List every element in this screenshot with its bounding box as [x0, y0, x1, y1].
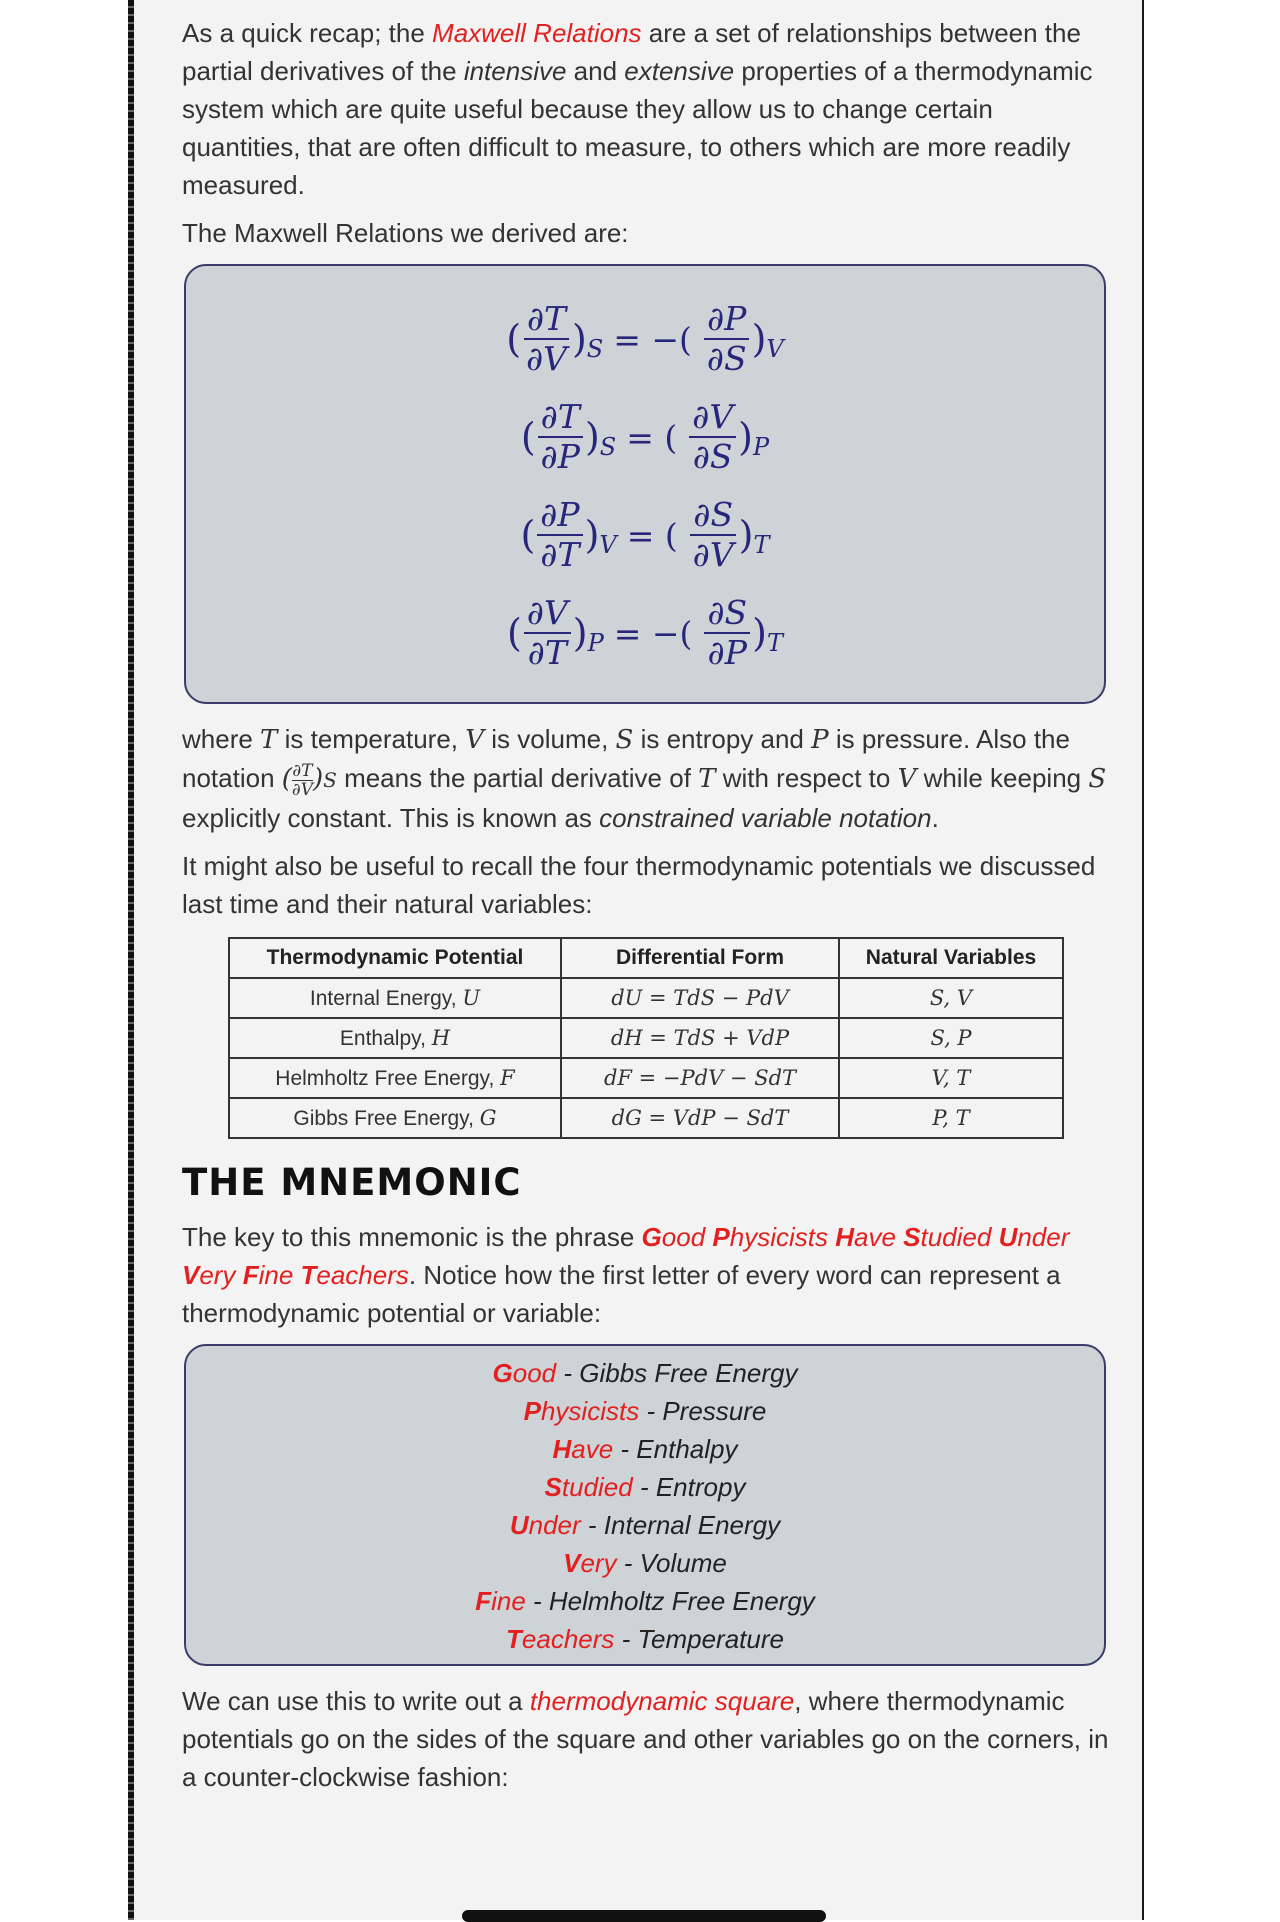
square-paragraph: We can use this to write out a thermodynamic square, where thermodynamic potentials go on the sides of the square and other variables go on the corners, in a counter-clockwise fashion:	[182, 1686, 1109, 1792]
maxwell-equations-box	[184, 264, 1106, 704]
mnemonic-item: Teachers - Temperature	[506, 1624, 784, 1654]
maxwell-equation-4: ( $\frac{\partial V}{\partial T}$ ) P = −( $\frac{\partial S}{\partial P}$ ) T	[507, 593, 783, 672]
maxwell-equation-2: ( $\frac{\partial T}{\partial P}$ ) S = ( $\frac{\partial V}{\partial S}$ ) P	[520, 397, 770, 476]
table-row: Helmholtz Free Energy, F dF = −PdV − SdT V, T	[229, 1058, 1063, 1098]
table-header: Differential Form	[561, 938, 839, 978]
mnemonic-item: Under - Internal Energy	[509, 1510, 781, 1540]
recall-paragraph: It might also be useful to recall the four thermodynamic potentials we discussed last time and their natural variables:	[182, 851, 1096, 919]
mnemonic-item: Very - Volume	[563, 1548, 727, 1578]
variables-explanation: where T is temperature, V is volume, S is entropy and P is pressure. Also the notation ( $\frac{\partial T}{\partial V}$ )S means the partial derivative of T with respect to V while keeping S explicitly constant. This is known as constrained variable notation.	[182, 724, 1107, 833]
table-header: Natural Variables	[839, 938, 1063, 978]
table-row: Internal Energy, U dU = TdS − PdV S, V	[229, 978, 1063, 1018]
derived-label: The Maxwell Relations we derived are:	[182, 218, 629, 248]
mnemonic-item: Fine - Helmholtz Free Energy	[475, 1586, 815, 1616]
article-content	[182, 14, 1110, 1806]
potentials-table	[228, 937, 1064, 1139]
maxwell-equation-1: ( $\frac{\partial T}{\partial V}$ ) S = −( $\frac{\partial P}{\partial S}$ ) V	[506, 299, 784, 378]
home-indicator[interactable]	[462, 1910, 826, 1922]
article-page	[134, 0, 1144, 1920]
thermodynamic-square-link[interactable]: thermodynamic square	[529, 1686, 795, 1716]
table-row: Enthalpy, H dH = TdS + VdP S, P	[229, 1018, 1063, 1058]
mnemonic-item: Good - Gibbs Free Energy	[492, 1358, 798, 1388]
mnemonic-intro: The key to this mnemonic is the phrase Good Physicists Have Studied Under Very Fine Teachers. Notice how the first letter of every word can represent a thermodynamic potential or variable:	[182, 1222, 1070, 1328]
mnemonic-box	[184, 1344, 1106, 1666]
maxwell-equation-3: ( $\frac{\partial P}{\partial T}$ ) V = ( $\frac{\partial S}{\partial V}$ ) T	[520, 495, 770, 574]
mnemonic-item: Physicists - Pressure	[523, 1396, 767, 1426]
table-header: Thermodynamic Potential	[229, 938, 561, 978]
mnemonic-heading: THE MNEMONIC	[182, 1161, 522, 1204]
table-row: Gibbs Free Energy, G dG = VdP − SdT P, T	[229, 1098, 1063, 1138]
mnemonic-item: Studied - Entropy	[544, 1472, 746, 1502]
mnemonic-item: Have - Enthalpy	[552, 1434, 738, 1464]
maxwell-relations-link[interactable]: Maxwell Relations	[432, 18, 642, 48]
intro-paragraph: As a quick recap; the Maxwell Relations are a set of relationships between the partial derivatives of the intensive and extensive properties of a thermodynamic system which are quite useful because they allow us to change certain quantities, that are often difficult to measure, to others which are more readily measured.	[182, 18, 1093, 200]
